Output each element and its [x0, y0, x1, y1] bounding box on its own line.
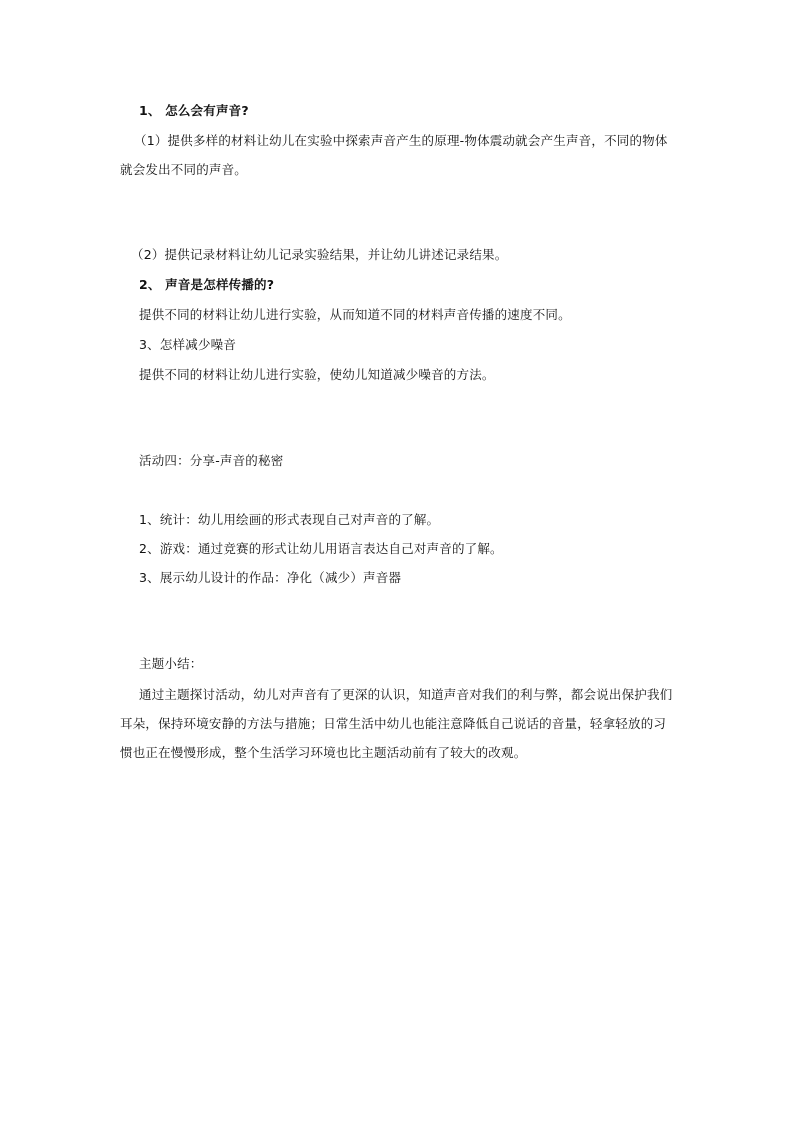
question-1-title: 1、 怎么会有声音?: [139, 103, 249, 118]
summary-title: 主题小结：: [139, 656, 203, 671]
summary-text: 通过主题探讨活动，幼儿对声音有了更深的认识，知道声音对我们的利与弊，都会说出保护我们耳朵，保持环境安静的方法与措施；日常生活中幼儿也能注意降低自己说话的音量，轻拿轻放的习惯也正在慢慢形成，整个生活学习环境也比主题活动前有了较大的改观。: [120, 687, 673, 760]
question-3-text: 提供不同的材料让幼儿进行实验，使幼儿知道减少噪音的方法。: [139, 367, 495, 382]
activity-4-item-3: 3、展示幼儿设计的作品：净化（减少）声音器: [139, 570, 402, 585]
question-1-item-2: （2）提供记录材料让幼儿记录实验结果，并让幼儿讲述记录结果。: [131, 247, 508, 262]
activity-4-title: 活动四：分享-声音的秘密: [139, 453, 284, 468]
activity-4-item-1: 1、统计：幼儿用绘画的形式表现自己对声音的了解。: [139, 512, 440, 527]
question-3-title: 3、怎样减少噪音: [139, 337, 237, 352]
question-2-title: 2、 声音是怎样传播的?: [139, 277, 275, 292]
question-2-text: 提供不同的材料让幼儿进行实验，从而知道不同的材料声音传播的速度不同。: [139, 307, 571, 322]
activity-4-item-2: 2、游戏：通过竞赛的形式让幼儿用语言表达自己对声音的了解。: [139, 541, 503, 556]
question-1-item-1: （1）提供多样的材料让幼儿在实验中探索声音产生的原理-物体震动就会产生声音，不同的物体就会发出不同的声音。: [120, 133, 668, 177]
